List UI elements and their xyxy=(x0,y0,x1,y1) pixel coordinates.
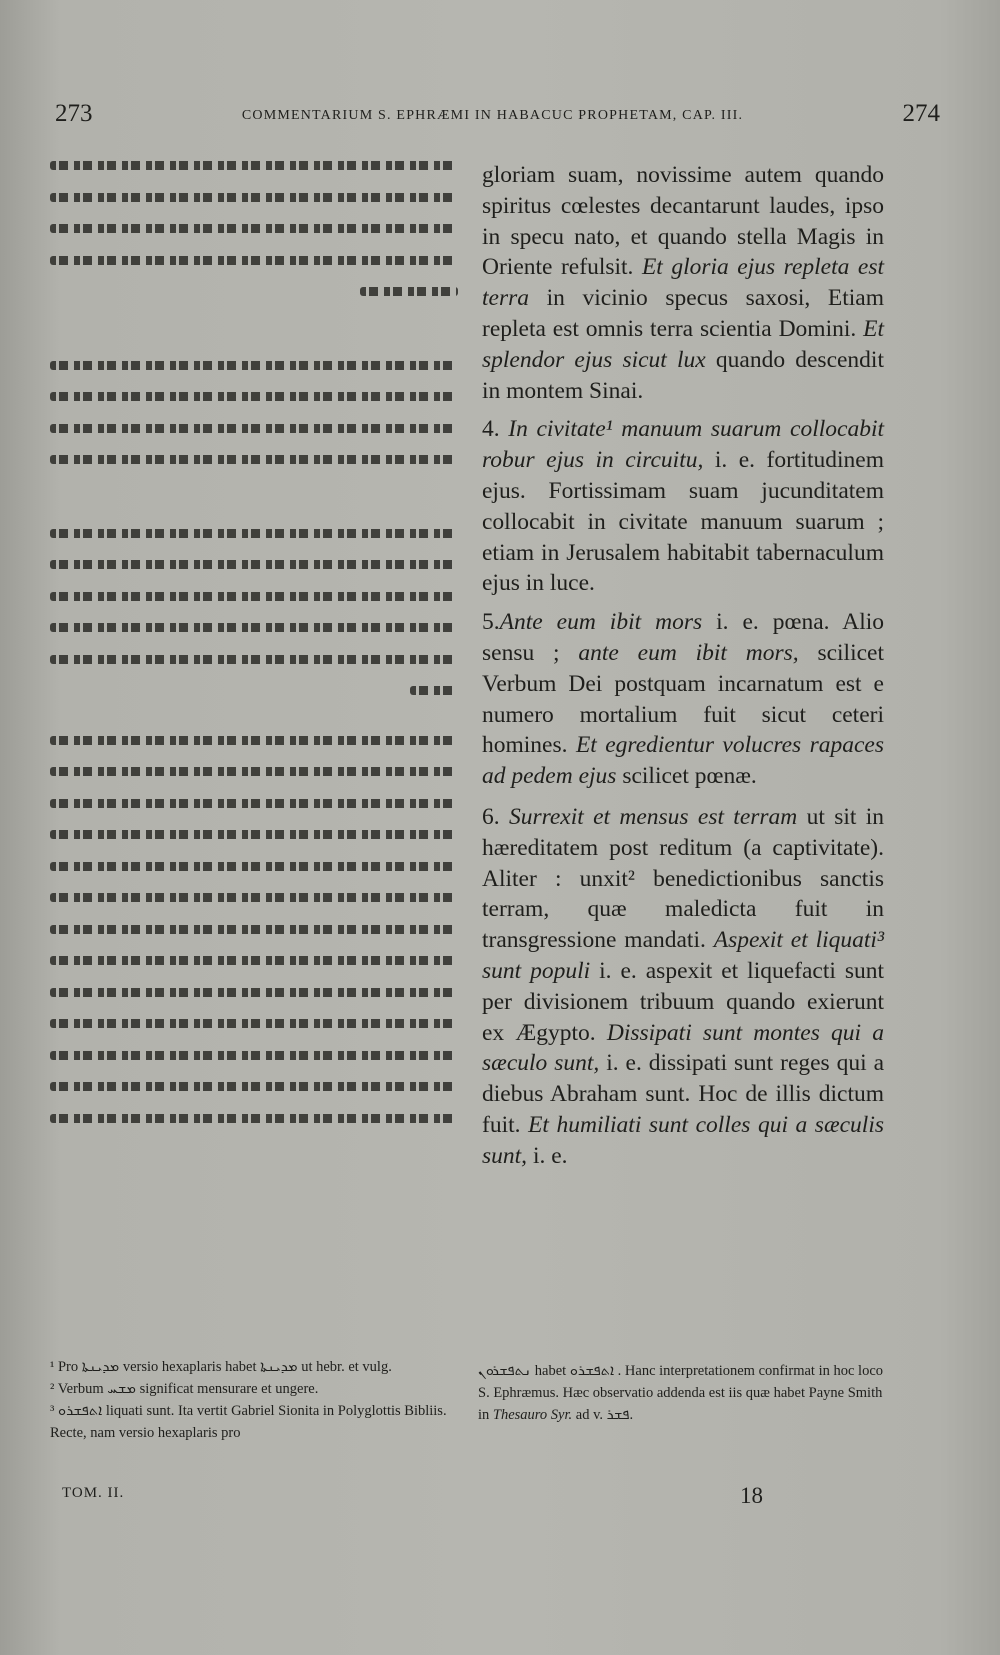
syriac-line xyxy=(50,644,458,676)
latin-italic: ante eum ibit mors, xyxy=(578,639,799,666)
volume-mark: TOM. II. xyxy=(62,1485,125,1501)
syriac-line xyxy=(50,518,458,550)
latin-italic: Et humiliati sunt colles qui a sæculis sunt, xyxy=(482,1111,884,1169)
latin-italic: Surrexit et mensus est terram xyxy=(508,803,798,830)
syriac-line xyxy=(50,756,458,788)
syriac-line xyxy=(50,725,458,757)
latin-italic: In civitate¹ manuum suarum collocabit robur ejus in circuitu, xyxy=(482,416,884,474)
latin-italic: Aspexit et liquati³ sunt populi xyxy=(482,927,884,984)
note-text: ܢܬܦܫܪܘܢ habet ܐܬܦܫܪܘ . Hanc interpretationem confirmat in hoc loco S. Ephræmus. Hæc observatio addenda est iis quæ habet Payne Smith in xyxy=(478,1363,884,1423)
syriac-line xyxy=(50,977,458,1009)
signature-mark: 18 xyxy=(740,1483,763,1508)
syriac-line xyxy=(50,914,458,946)
footnote-continuation xyxy=(478,1360,888,1426)
latin-text: scilicet Verbum Dei postquam incarnatum est e numero mortalium fuit sicut ceteri homines. xyxy=(482,639,885,759)
syriac-line xyxy=(50,1008,458,1040)
syriac-line xyxy=(50,882,458,914)
page-number-left: 273 xyxy=(55,100,93,127)
latin-text: scilicet pœnæ. xyxy=(622,763,757,790)
page-header xyxy=(50,100,940,140)
syriac-line xyxy=(50,276,458,308)
latin-text: i. e. fortitudinem ejus. Fortissimam suam jucunditatem collocabit in civitate manuum suarum ; etiam in Jerusalem habitabit tabernaculum ejus in luce. xyxy=(482,447,884,597)
latin-paragraph xyxy=(482,160,884,406)
syriac-line xyxy=(50,213,458,245)
page-number-right: 274 xyxy=(902,100,940,127)
latin-text: i. e. pœna. Alio sensu ; xyxy=(482,609,885,666)
syriac-line xyxy=(50,945,458,977)
verse-number: 5. xyxy=(482,609,500,636)
syriac-line xyxy=(50,549,458,581)
latin-italic: Et egredientur volucres rapaces ad pedem ejus xyxy=(482,732,884,790)
latin-paragraph xyxy=(482,414,884,599)
syriac-paragraph xyxy=(50,150,458,308)
syriac-line xyxy=(50,581,458,613)
verse-number: 6. xyxy=(482,803,500,830)
syriac-line xyxy=(50,245,458,277)
latin-italic: Ante eum ibit mors xyxy=(499,609,703,636)
latin-text: gloriam suam, novissime autem quando spiritus cœlestes decantarunt laudes, ipso in specu nato, et quando stella Magis in Oriente refulsit. xyxy=(482,162,884,281)
syriac-line xyxy=(50,1071,458,1103)
syriac-paragraph xyxy=(50,518,458,707)
syriac-line xyxy=(50,413,458,445)
latin-text: i. e. aspexit et liquefacti sunt per divisionem tribuum quando exierunt ex Ægypto. xyxy=(482,957,885,1046)
syriac-paragraph xyxy=(50,350,458,476)
latin-column xyxy=(482,160,884,1180)
syriac-line xyxy=(50,612,458,644)
latin-paragraph xyxy=(482,802,884,1172)
verse-number: 4. xyxy=(482,416,500,443)
syriac-line xyxy=(50,851,458,883)
note-text: ad v. ܦܫܪ. xyxy=(575,1407,634,1423)
latin-italic: Dissipati sunt montes qui a sæculo sunt, xyxy=(482,1019,884,1077)
syriac-column xyxy=(50,150,458,1176)
latin-text: i. e. xyxy=(532,1142,568,1169)
footnote-2: ² Verbum ܡܫܚ significat mensurare et ungere. xyxy=(50,1381,319,1397)
syriac-line xyxy=(50,1103,458,1135)
latin-text: ut sit in hæreditatem post reditum (a captivitate). Aliter : unxit² benedictionibus sanctis terram, quæ maledicta fuit in transgressione mandati. xyxy=(482,803,885,954)
syriac-line xyxy=(50,819,458,851)
syriac-line xyxy=(50,350,458,382)
syriac-line xyxy=(50,675,458,707)
syriac-line xyxy=(50,788,458,820)
syriac-line xyxy=(50,1040,458,1072)
latin-italic: Et splendor ejus sicut lux xyxy=(482,315,885,373)
note-italic: Thesauro Syr. xyxy=(492,1407,573,1423)
footnote-3: ³ ܐܬܦܫܪܘ liquati sunt. Ita vertit Gabriel Sionita in Polyglottis Bibliis. Recte, nam versio hexaplaris pro xyxy=(50,1403,447,1441)
latin-text: quando descendit in montem Sinai. xyxy=(482,346,884,404)
syriac-line xyxy=(50,182,458,214)
running-head: COMMENTARIUM S. EPHRÆMI IN HABACUC PROPHETAM, CAP. III. xyxy=(241,108,744,123)
syriac-line xyxy=(50,381,458,413)
syriac-line xyxy=(50,444,458,476)
latin-text: in vicinio specus saxosi, Etiam repleta est omnis terra scientia Domini. xyxy=(482,285,884,342)
footnote-1: ¹ Pro ܡܕܝܢܬܐ versio hexaplaris habet ܡܕܝܢܬܐ ut hebr. et vulg. xyxy=(50,1359,392,1375)
syriac-paragraph xyxy=(50,725,458,1135)
latin-paragraph xyxy=(482,607,884,792)
latin-text: i. e. dissipati sunt reges qui a diebus Abraham sunt. Hoc de illis dictum fuit. xyxy=(482,1050,885,1138)
latin-italic: Et gloria ejus repleta est terra xyxy=(482,254,884,312)
footnotes-left xyxy=(50,1356,458,1444)
syriac-line xyxy=(50,150,458,182)
